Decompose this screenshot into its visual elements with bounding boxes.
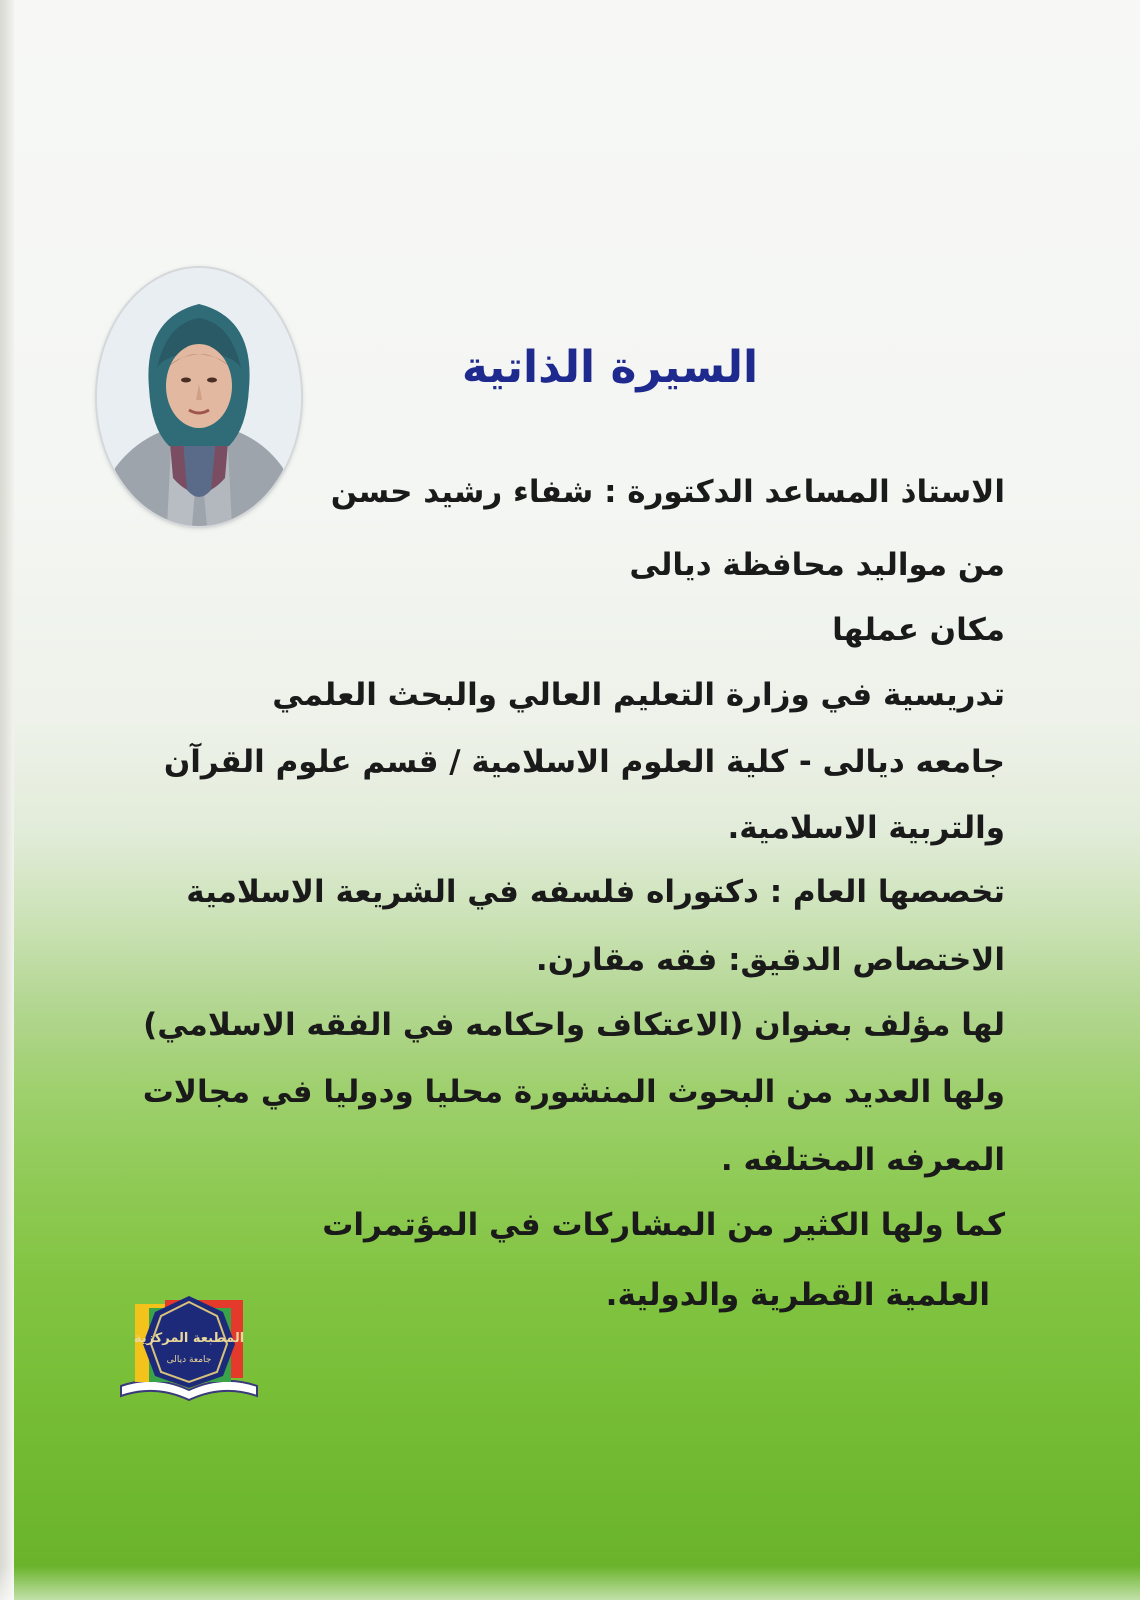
bio-line: تدريسية في وزارة التعليم العالي والبحث العلمي [272,677,1005,713]
bio-line: ولها العديد من البحوث المنشورة محليا ودوليا في مجالات [142,1074,1005,1110]
university-press-logo-icon [115,1290,263,1418]
bio-line: المعرفه المختلفه . [720,1142,1005,1178]
bio-line: كما ولها الكثير من المشاركات في المؤتمرات [322,1207,1005,1243]
bio-line: تخصصها العام : دكتوراه فلسفه في الشريعة الاسلامية [186,874,1005,910]
bio-line: لها مؤلف بعنوان (الاعتكاف واحكامه في الفقه الاسلامي) [143,1007,1005,1043]
bio-line: جامعه ديالى - كلية العلوم الاسلامية / قسم علوم القرآن [163,744,1005,780]
bio-line: الاستاذ المساعد الدكتورة : شفاء رشيد حسن [330,474,1005,510]
logo-text-main: المطبعة المركزية [133,1331,245,1346]
bio-line: الاختصاص الدقيق: فقه مقارن. [535,942,1005,978]
bio-line: العلمية القطرية والدولية. [605,1277,990,1313]
logo-text-sub: جامعة ديالى [166,1355,212,1365]
page-title: السيرة الذاتية [461,342,759,393]
bio-line: مكان عملها [832,612,1005,648]
bio-line: والتربية الاسلامية. [727,810,1005,846]
bio-line: من مواليد محافظة ديالى [629,547,1005,583]
